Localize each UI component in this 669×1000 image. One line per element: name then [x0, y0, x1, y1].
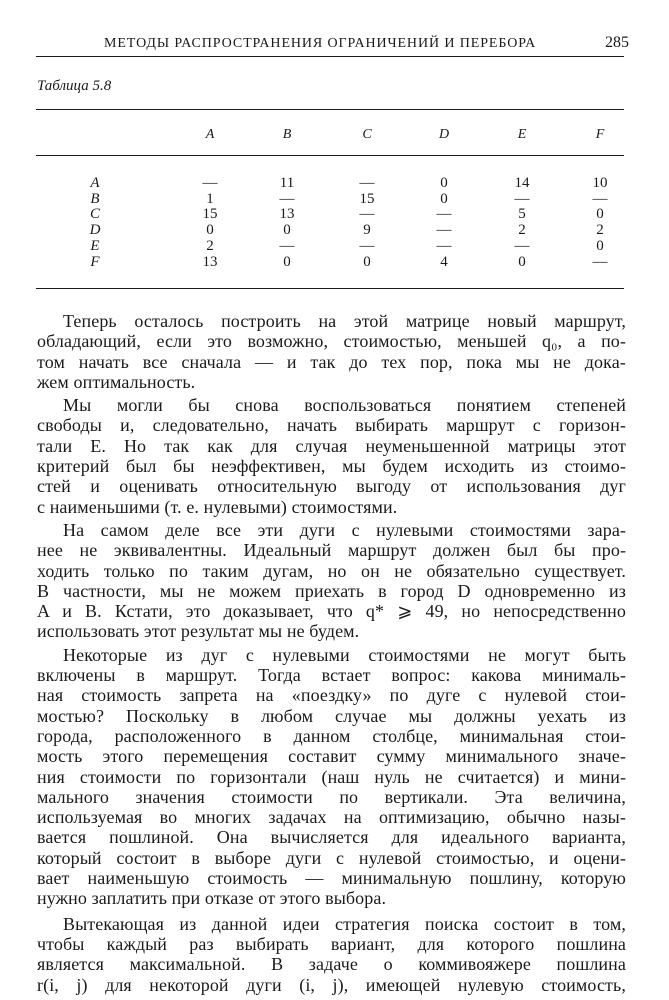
body-text [37, 311, 626, 995]
text-line: критерий был бы неэффективен, мы будем исходить из стоимо- [37, 456, 626, 477]
text-line: Некоторые из дуг с нулевыми стоимостями не могут быть [63, 644, 627, 665]
text-line: нее не эквивалентны. Идеальный маршрут должен был бы про- [37, 540, 627, 561]
paragraph [37, 311, 626, 392]
text-line: свободы и, следовательно, начать выбирать маршрут с горизон- [37, 415, 626, 436]
table-cell: — [592, 191, 608, 207]
running-title: МЕТОДЫ РАСПРОСТРАНЕНИЯ ОГРАНИЧЕНИЙ И ПЕРЕБОРА [104, 36, 537, 51]
column-header-b: B [282, 127, 292, 142]
table-cell: 14 [514, 175, 530, 191]
table-cell: 2 [518, 222, 526, 238]
table-cell: 0 [283, 222, 291, 238]
text-line: который состоит в выборе дуги с нулевой стоимостью, и оцени- [37, 847, 626, 868]
row-label-e: E [90, 238, 100, 254]
table-cell: — [202, 175, 218, 191]
row-label-d: D [89, 222, 101, 238]
text-line: На самом деле все эти дуги с нулевыми стоимостями зара- [63, 519, 627, 540]
table-cell: 15 [202, 206, 218, 222]
table-cell: 15 [359, 191, 375, 207]
paragraph [37, 914, 626, 995]
table-cell: 0 [440, 175, 448, 191]
table-cell: — [279, 191, 295, 207]
table-cell: 9 [363, 222, 371, 238]
running-head [0, 34, 669, 58]
column-header-d: D [438, 127, 450, 142]
table-cell: 2 [596, 222, 604, 238]
table-bottom-rule [36, 288, 624, 289]
table-cell: 0 [518, 254, 526, 270]
text-line: использовать этот результат мы не будем. [37, 621, 360, 642]
table-cell: 0 [283, 254, 291, 270]
paragraph [37, 520, 626, 642]
text-line: Вытекающая из данной идеи стратегия поиска состоит в том, [63, 913, 626, 934]
text-line: нужно заплатить при отказе от этого выбора. [37, 888, 387, 909]
table-cell: 0 [596, 238, 604, 254]
text-line: используемая во многих задачах на оптимизацию, обычно назы- [37, 807, 626, 828]
table-cell: 4 [440, 254, 448, 270]
table-cell: — [436, 206, 452, 222]
table-cell: 2 [206, 238, 214, 254]
table-cell: 1 [206, 191, 214, 207]
table-cell: — [359, 175, 375, 191]
text-line: мального значения стоимости по вертикали. Эта величина, [37, 786, 626, 807]
text-line: Мы могли бы снова воспользоваться понятием степеней [63, 395, 627, 416]
table-caption: Таблица 5.8 [37, 78, 112, 94]
paragraph [37, 645, 626, 909]
page-number: 285 [605, 34, 629, 51]
table-top-rule [36, 109, 624, 110]
table-cell: 0 [596, 206, 604, 222]
table-cell: — [359, 206, 375, 222]
table-cell: — [359, 238, 375, 254]
text-line: В частности, мы не можем приехать в город D одновременно из [37, 580, 626, 601]
text-line: мостью? Поскольку в любом случае мы должны уехать из [37, 705, 626, 726]
text-line: ная стоимость запрета на «поездку» по дуге с нулевой стои- [37, 685, 626, 706]
table-cell: 0 [363, 254, 371, 270]
table-cell: — [436, 222, 452, 238]
table-cell: 0 [206, 222, 214, 238]
text-line: чтобы каждый раз выбирать вариант, для которого пошлина [37, 933, 627, 954]
table-cell: 5 [518, 206, 526, 222]
row-label-b: B [90, 191, 100, 207]
row-label-a: A [90, 175, 100, 191]
text-line: города, расположенного в данном столбце, минимальная стои- [37, 725, 627, 746]
table-cell: 0 [440, 191, 448, 207]
table-cell: 13 [202, 254, 218, 270]
table-cell: 13 [279, 206, 295, 222]
row-label-c: C [89, 206, 100, 222]
table-cell: — [514, 238, 530, 254]
text-line: r(i, j) для некоторой дуги (i, j), имеющей нулевую стоимость, [37, 974, 626, 995]
text-line: мость этого перемещения составит сумму минимального значе- [37, 746, 626, 767]
text-line: A и B. Кстати, это доказывает, что q* ⩾ 49, но непосредственно [37, 601, 626, 622]
text-line: Теперь осталось построить на этой матрице новый маршрут, [63, 311, 626, 331]
text-line: является максимальной. В задаче о коммивояжере пошлина [37, 954, 626, 975]
text-line: стей и оценивать относительную выгоду от использования дуг [37, 476, 627, 497]
table-header-rule [36, 155, 624, 156]
text-line: вается пошлиной. Она вычисляется для идеального варианта, [37, 827, 626, 848]
text-line: вает наименьшую стоимость — минимальную пошлину, которую [37, 868, 626, 889]
text-line: тали E. Но так как для случая неуменьшенной матрицы этот [37, 435, 626, 456]
header-rule [36, 56, 624, 57]
text-line: том начать все сначала — и так до тех пор, пока мы не дока- [37, 351, 626, 372]
text-line: ния стоимости по горизонтали (наш нуль не считается) и мини- [37, 766, 627, 787]
table-cell: — [592, 254, 608, 270]
text-line: с наименьшими (т. е. нулевыми) стоимостями. [37, 496, 398, 517]
table-cell: — [436, 238, 452, 254]
table-cell: — [514, 191, 530, 207]
column-header-f: F [595, 127, 605, 142]
table-cell: 11 [279, 175, 295, 191]
column-header-e: E [517, 127, 527, 142]
column-header-c: C [362, 127, 372, 142]
row-label-f: F [90, 254, 100, 270]
table-cell: 10 [592, 175, 608, 191]
text-line: обладающий, если это возможно, стоимостью, меньшей q₀, а по- [37, 331, 626, 352]
paragraph [37, 395, 626, 517]
text-line: ходить только по таким дугам, но он не обязательно существует. [37, 560, 627, 581]
table-cell: — [279, 238, 295, 254]
column-header-a: A [205, 127, 215, 142]
text-line: включены в маршрут. Тогда встает вопрос: какова минималь- [37, 665, 626, 686]
text-line: жем оптимальность. [37, 371, 196, 392]
